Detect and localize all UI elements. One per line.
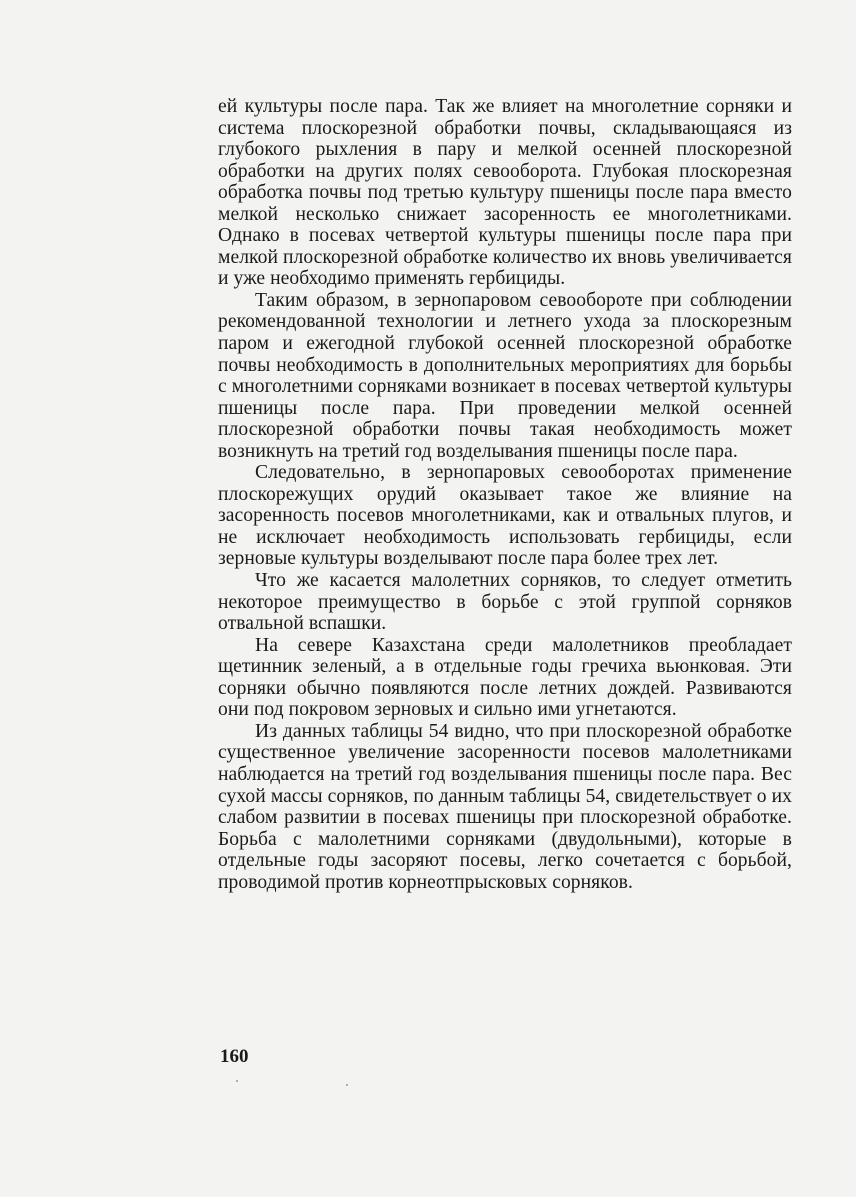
body-text <box>218 96 792 893</box>
paragraph: Следовательно, в зернопаровых севооборотах применение плоскорежущих орудий оказывает такое же влияние на засоренность посевов многолетниками, как и отвальных плугов, и не исключает необходимость использовать гербициды, если зерновые культуры возделывают после пара более трех лет. <box>218 462 792 570</box>
paragraph: На севере Казахстана среди малолетников преобладает щетинник зеленый, а в отдельные годы гречиха вьюнковая. Эти сорняки обычно появляются после летних дождей. Развиваются они под покровом зерновых и сильно ими угнетаются. <box>218 634 792 721</box>
paragraph: Таким образом, в зернопаровом севообороте при соблюдении рекомендованной технологии и летнего ухода за плоскорезным паром и ежегодной глубокой осенней плоскорезной обработке почвы необходимость в дополнительных мероприятиях для борьбы с многолетними сорняками возникает в посевах четвертой культуры пшеницы после пара. При проведении мелкой осенней плоскорезной обработки почвы такая необходимость может возникнуть на третий год возделывания пшеницы после пара. <box>218 289 792 462</box>
print-speck <box>346 1084 348 1086</box>
print-speck <box>236 1080 238 1082</box>
paragraph: Что же касается малолетних сорняков, то следует отметить некоторое преимущество в борьбе с этой группой сорняков отвальной вспашки. <box>218 570 792 635</box>
paragraph: Из данных таблицы 54 видно, что при плоскорезной обработке существенное увеличение засоренности посевов малолетниками наблюдается на третий год возделывания пшеницы после пара. Вес сухой массы сорняков, по данным таблицы 54, свидетельствует о их слабом развитии в посевах пшеницы при плоскорезной обработке. Борьба с малолетними сорняками (двудольными), которые в отдельные годы засоряют посевы, легко сочетается с борьбой, проводимой против корнеотпрысковых сорняков. <box>218 720 792 893</box>
page-number: 160 <box>220 1046 249 1067</box>
paragraph: ей культуры после пара. Так же влияет на многолетние сорняки и система плоскорезной обработки почвы, складывающаяся из глубокого рыхления в пару и мелкой осенней плоскорезной обработки на других полях севооборота. Глубокая плоскорезная обработка почвы под третью культуру пшеницы после пара вместо мелкой несколько снижает засоренность ее многолетниками. Однако в посевах четвертой культуры пшеницы после пара при мелкой плоскорезной обработке количество их вновь увеличивается и уже необходимо применять гербициды. <box>218 96 792 290</box>
